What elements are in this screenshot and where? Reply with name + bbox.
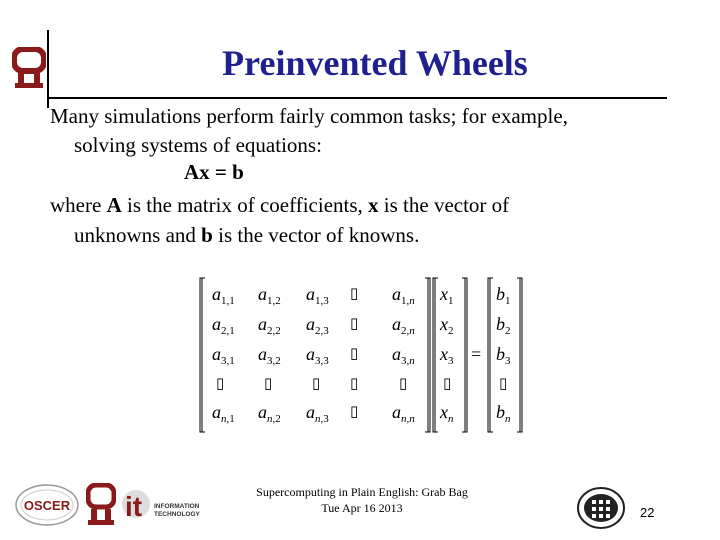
entry-a11: $a_{1,1}$ bbox=[212, 284, 235, 307]
vdots-col2: ▯ bbox=[264, 376, 273, 392]
body-line-4-pre: where bbox=[50, 193, 107, 217]
bold-x: x bbox=[368, 193, 379, 217]
header-horizontal-rule bbox=[47, 97, 667, 99]
footer bbox=[222, 484, 502, 516]
bold-b: b bbox=[201, 223, 213, 247]
entry-b1: $b_1$ bbox=[496, 284, 511, 307]
body-line-5 bbox=[74, 223, 419, 248]
oscer-logo-icon bbox=[14, 483, 80, 527]
entry-a21: $a_{2,1}$ bbox=[212, 314, 235, 337]
body-line-1: Many simulations perform fairly common tasks; for example, bbox=[50, 104, 568, 128]
body-line-5-pre: unknowns and bbox=[74, 223, 202, 247]
entry-a13: $a_{1,3}$ bbox=[306, 284, 329, 307]
page-number: 22 bbox=[640, 505, 655, 520]
entry-a23: $a_{2,3}$ bbox=[306, 314, 329, 337]
bold-A: A bbox=[106, 193, 122, 217]
entry-an3: $a_n,3$ bbox=[306, 402, 329, 425]
vdots-x: ▯ bbox=[443, 376, 452, 392]
entry-an1: $a_n,1$ bbox=[212, 402, 235, 425]
equals-sign: = bbox=[471, 344, 482, 364]
slide-title: Preinvented Wheels bbox=[222, 43, 528, 83]
entry-a2n: $a_{2,}n$ bbox=[392, 314, 415, 337]
footer-line-2: Tue Apr 16 2013 bbox=[321, 501, 403, 515]
oscer-logo-text: OSCER bbox=[23, 498, 71, 513]
entry-xn: $x_n$ bbox=[440, 402, 454, 425]
body-line-4-post: is the vector of bbox=[378, 193, 510, 217]
entry-b3: $b_3$ bbox=[496, 344, 511, 367]
ellipsis-rown: ▯ bbox=[350, 404, 359, 420]
body-line-2: solving systems of equations: bbox=[74, 133, 322, 157]
entry-ann: $a_{n,n}$ bbox=[392, 402, 415, 425]
entry-x1: $x_1$ bbox=[440, 284, 454, 307]
ddots: ▯ bbox=[350, 376, 359, 392]
footer-line-1: Supercomputing in Plain English: Grab Bag bbox=[256, 485, 468, 499]
entry-a12: $a_{1,2}$ bbox=[258, 284, 281, 307]
entry-b2: $b_2$ bbox=[496, 314, 511, 337]
vdots-col3: ▯ bbox=[312, 376, 321, 392]
equation-text: Ax = b bbox=[184, 160, 244, 184]
entry-a32: $a_{3,2}$ bbox=[258, 344, 281, 367]
it-logo-sub2: TECHNOLOGY bbox=[154, 511, 200, 518]
ou-logo-icon bbox=[12, 47, 46, 89]
vdots-coln: ▯ bbox=[399, 376, 408, 392]
entry-a1n: $a_{1,}n$ bbox=[392, 284, 415, 307]
ellipsis-row1: ▯ bbox=[350, 286, 359, 302]
entry-a22: $a_{2,2}$ bbox=[258, 314, 281, 337]
body-line-4 bbox=[50, 193, 509, 218]
body-line-4-mid: is the matrix of coefficients, bbox=[121, 193, 369, 217]
nsf-logo-icon bbox=[576, 486, 626, 530]
entry-an2: $a_n,2$ bbox=[258, 402, 281, 425]
it-logo-text: it bbox=[125, 491, 143, 522]
entry-x2: $x_2$ bbox=[440, 314, 454, 337]
vdots-b: ▯ bbox=[499, 376, 508, 392]
matrix-equation bbox=[196, 272, 526, 438]
entry-a33: $a_{3,3}$ bbox=[306, 344, 329, 367]
entry-x3: $x_3$ bbox=[440, 344, 454, 367]
ou-logo-small-icon bbox=[86, 483, 116, 527]
it-logo-sub1: INFORMATION bbox=[154, 503, 200, 510]
body-line-5-post: is the vector of knowns. bbox=[212, 223, 420, 247]
entry-a31: $a_{3,1}$ bbox=[212, 344, 235, 367]
entry-a3n: $a_{3,}n$ bbox=[392, 344, 415, 367]
ellipsis-row3: ▯ bbox=[350, 346, 359, 362]
ellipsis-row2: ▯ bbox=[350, 316, 359, 332]
entry-bn: $b_n$ bbox=[496, 402, 511, 425]
vdots-col1: ▯ bbox=[216, 376, 225, 392]
it-logo-icon bbox=[120, 486, 204, 526]
